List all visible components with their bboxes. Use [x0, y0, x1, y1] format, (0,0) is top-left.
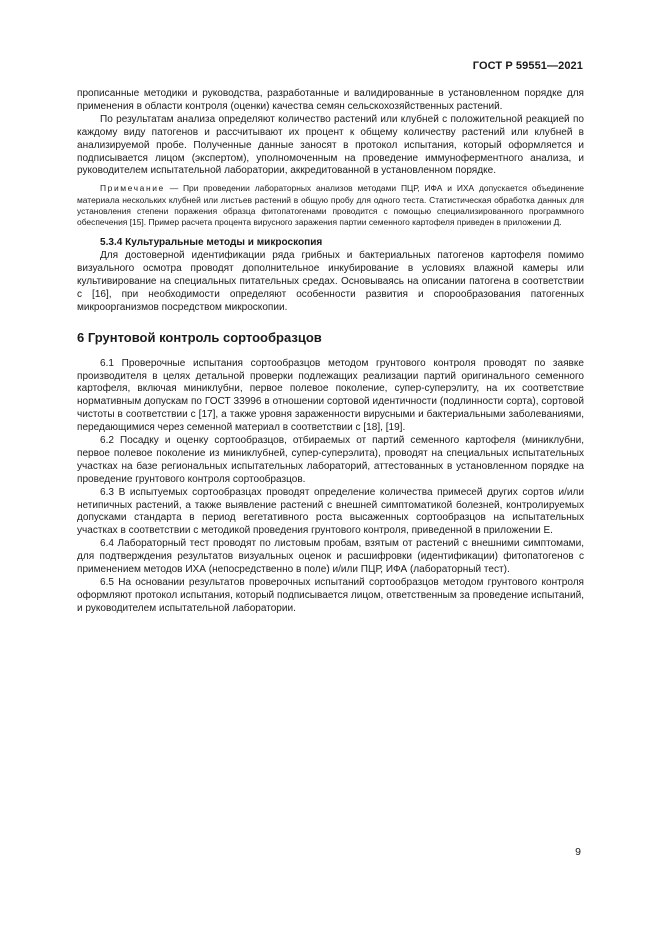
note-label: Примечание — [100, 183, 165, 194]
paragraph-6-5: 6.5 На основании результатов проверочных испытаний сортообразцов методом грунтового контроля оформляют протокол испытания, который подписывается лицом, ответственным за проведение испытаний, и руководителем испытательной лаборатории. — [77, 577, 584, 614]
subsection-heading-5-3-4: 5.3.4 Культуральные методы и микроскопия — [100, 237, 323, 249]
paragraph-6-1: 6.1 Проверочные испытания сортообразцов методом грунтового контроля проводят по заявке производителя в целях детальной проверки подлежащих реализации партий оригинального семенного картофеля, включая миниклубни, первое полевое поколение, супер-суперэлиту, на их соответствие нормативным допускам по ГОСТ 33996 в отношении сортовой идентичности (подлинности сорта), сортовой чистоты в соответствии с [17], а также уровня зараженности вирусными и бактериальными заболеваниями, передающимися через семенной материал в соответствии с [18], [19]. — [77, 357, 584, 434]
page-number: 9 — [575, 846, 581, 858]
section-heading-6: 6 Грунтовой контроль сортообразцов — [77, 329, 322, 345]
document-code: ГОСТ Р 59551—2021 — [472, 60, 583, 72]
note — [77, 183, 584, 228]
paragraph-6-4: 6.4 Лабораторный тест проводят по листовым пробам, взятым от растений с внешними симптомами, для подтверждения результатов визуальных оценок и расшифровки (идентификации) фитопатогенов с применением методов ИХА (непосредственно в поле) и/или ПЦР, ИФА (лабораторный тест). — [77, 538, 584, 576]
paragraph-6-3: 6.3 В испытуемых сортообразцах проводят определение количества примесей других сортов и/или нетипичных растений, а также выявление растений с внешней симптоматикой болезней, контролируемых допусками стандарта в период вегетативного роста высаженных сортообразцов на испытательных участках в соответствии с методикой проведения грунтового контроля, приведенной в приложении Е. — [77, 486, 584, 537]
paragraph-results: По результатам анализа определяют количество растений или клубней с положительной реакцией по каждому виду патогенов и рассчитывают их процент к общему количеству растений или клубней в анализируемой пробе. Полученные данные заносят в протокол испытания, который оформляется и подписывается лицом (экспертом), уполномоченным на проведение иммуноферментного анализа, и руководителем испытательной лаборатории, аккредитованной в установленном порядке. — [77, 113, 584, 177]
paragraph-continuation: прописанные методики и руководства, разработанные и валидированные в установленном порядке для применения в области контроля (оценки) качества семян сельскохозяйственных растений. — [77, 88, 584, 112]
note-text: — При проведении лабораторных анализов методами ПЦР, ИФА и ИХА допускается объединение материала нескольких клубней или листьев растений в общую пробу для одного теста. Статистическая обработка данных для установления степени поражения образца фитопатогенами проводится с помощью специализированного программного обеспечения [15]. Пример расчета процента вирусного заражения партии семенного картофеля приведен в приложении Д. — [77, 183, 584, 227]
paragraph-5-3-4: Для достоверной идентификации ряда грибных и бактериальных патогенов картофеля помимо визуального осмотра проводят дополнительное инкубирование в условиях влажной камеры или культивирование на специальных питательных средах. Основываясь на описании патогена в соответствии с [16], при необходимости определяют особенности развития и спорообразования патогенных микроорганизмов посредством микроскопии. — [77, 250, 584, 313]
paragraph-6-2: 6.2 Посадку и оценку сортообразцов, отбираемых от партий семенного картофеля (миниклубни, первое полевое поколение из миниклубней, супер-суперэлита), проводят на специальных испытательных участках на базе региональных испытательных лабораторий, аттестованных в установленном порядке на проведение грунтового контроля сортообразцов. — [77, 435, 584, 485]
page-body — [77, 88, 584, 616]
